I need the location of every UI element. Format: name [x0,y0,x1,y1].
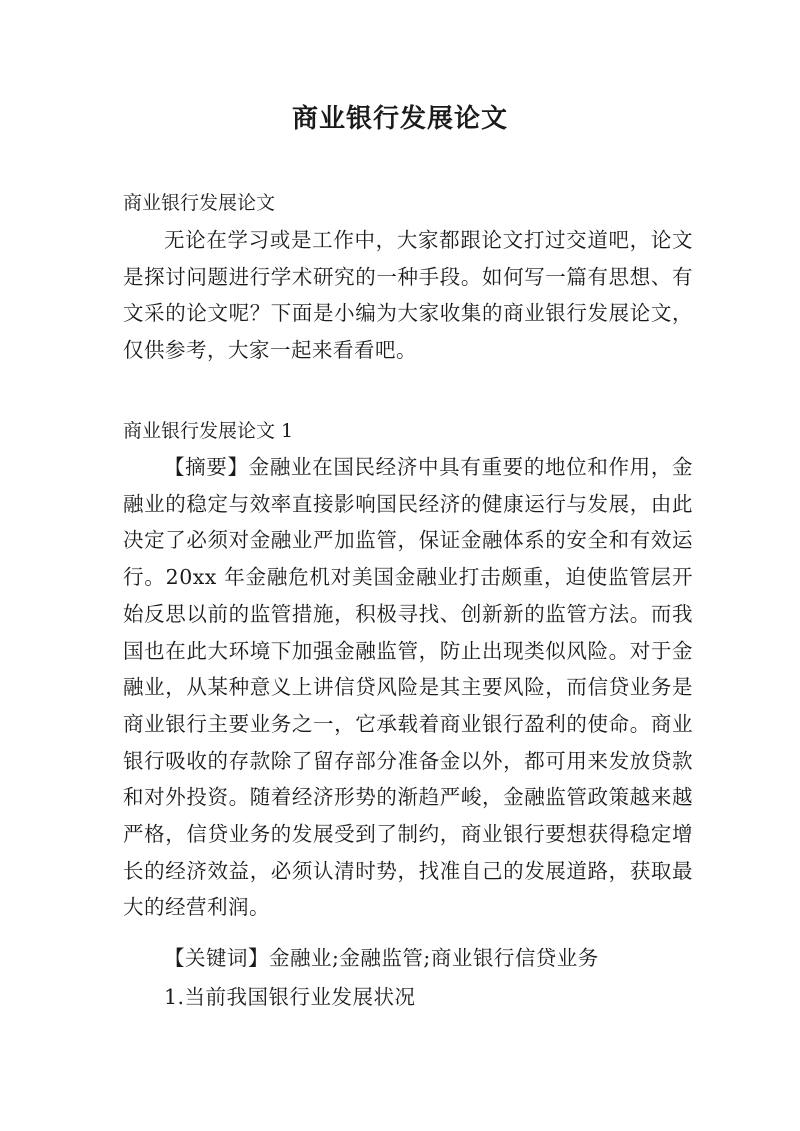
numbered-heading: 1.当前我国银行业发展状况 [164,985,416,1009]
intro-heading: 商业银行发展论文 [123,192,276,214]
abstract-paragraph: 【摘要】金融业在国民经济中具有重要的地位和作用，金融业的稳定与效率直接影响国民经济的健康运行与发展，由此决定了必须对金融业严加监管，保证金融体系的安全和有效运行。20xx 年金融危机对美国金融业打击颇重，迫使监管层开始反思以前的监管措施，积极寻找、创新新的监管方法。而我国也在此大环境下加强金融监管，防止出现类似风险。对于金融业，从某种意义上讲信贷风险是其主要风险，而信贷业务是商业银行主要业务之一，它承载着商业银行盈利的使命。商业银行吸收的存款除了留存部分准备金以外，都可用来发放贷款和对外投资。随着经济形势的渐趋严峻，金融监管政策越来越严格，信贷业务的发展受到了制约，商业银行要想获得稳定增长的经济效益，必须认清时势，找准自己的发展道路，获取最大的经营利润。 [123,455,693,920]
intro-paragraph: 无论在学习或是工作中，大家都跟论文打过交道吧，论文是探讨问题进行学术研究的一种手段。如何写一篇有思想、有文采的论文呢？下面是小编为大家收集的商业银行发展论文，仅供参考，大家一起来看看吧。 [123,228,693,363]
keywords-line: 【关键词】金融业;金融监管;商业银行信贷业务 [164,946,599,970]
section-heading: 商业银行发展论文 1 [123,420,294,442]
document-title: 商业银行发展论文 [291,104,508,134]
